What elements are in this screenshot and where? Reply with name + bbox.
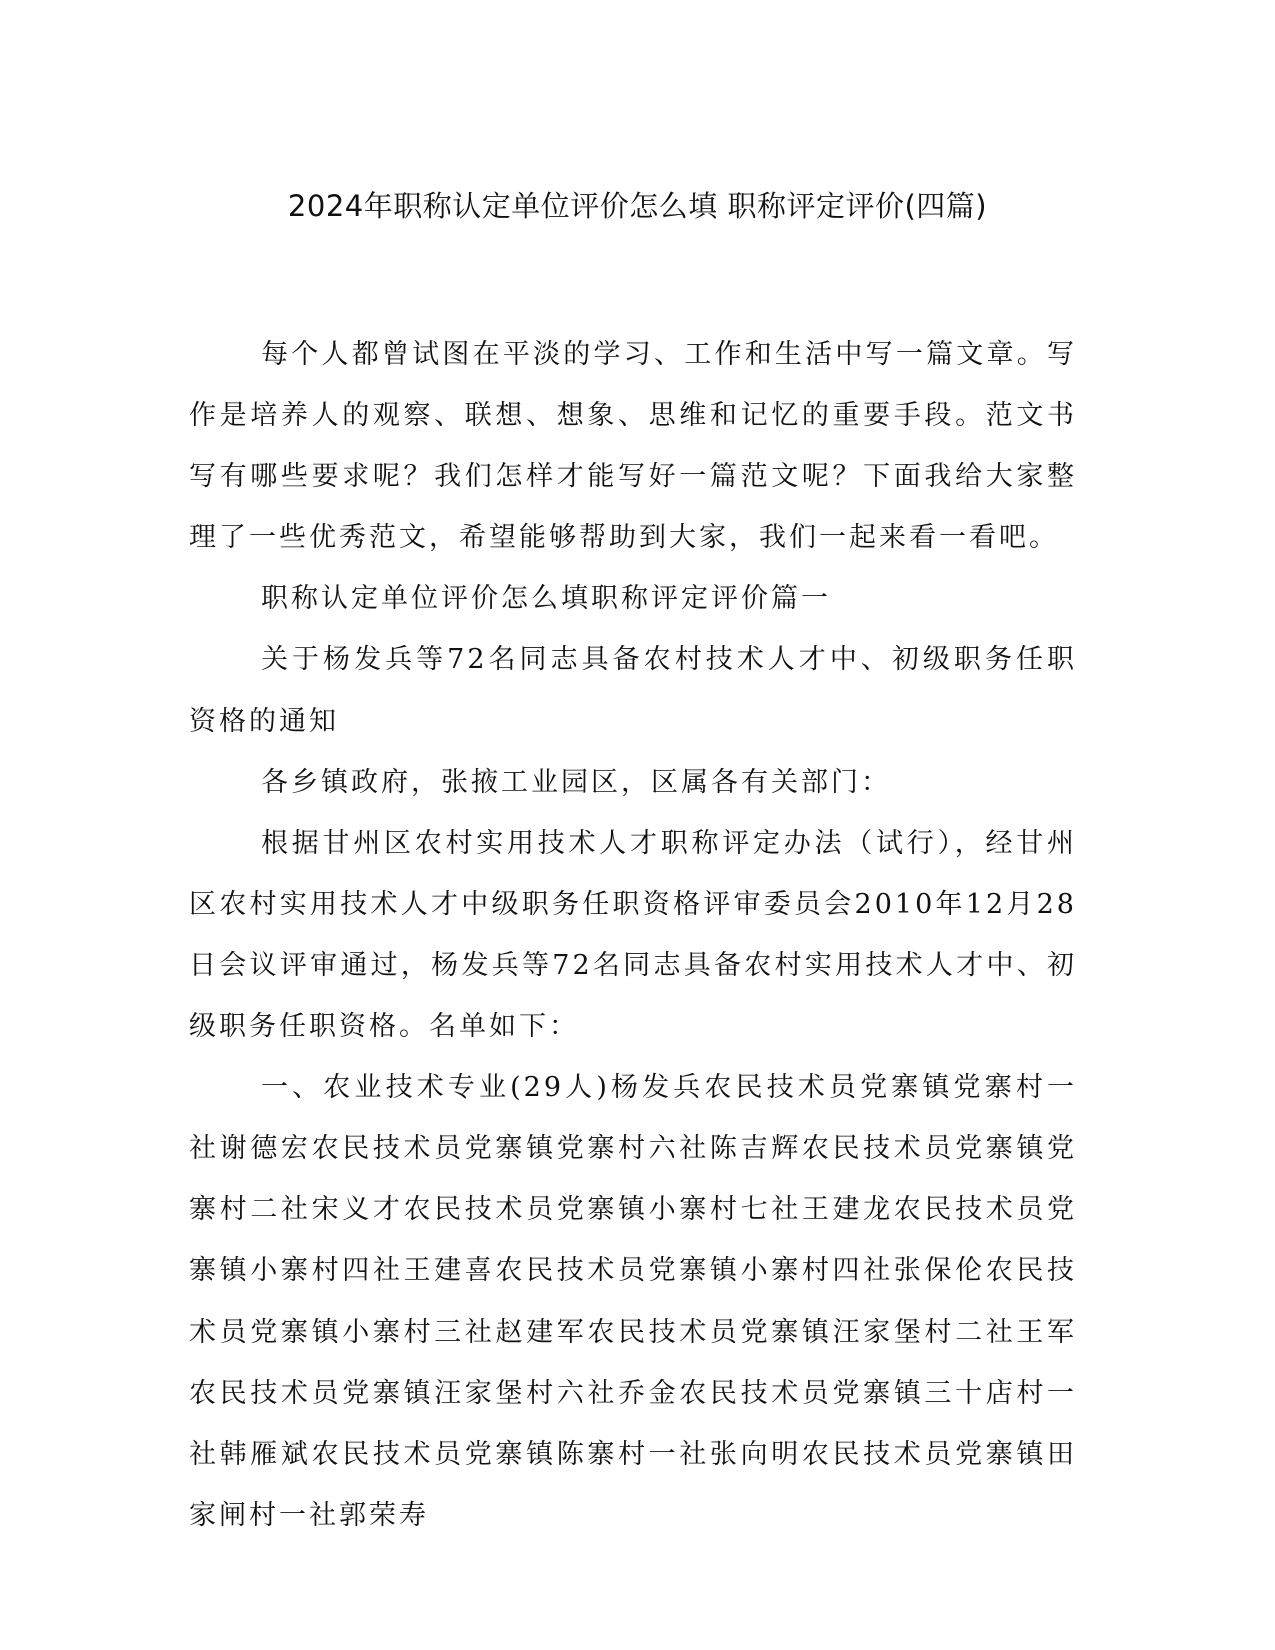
notice-title-paragraph: 关于杨发兵等72名同志具备农村技术人才中、初级职务任职资格的通知 (189, 644, 1077, 737)
intro-paragraph: 每个人都曾试图在平淡的学习、工作和生活中写一篇文章。写作是培养人的观察、联想、想象、思维和记忆的重要手段。范文书写有哪些要求呢？我们怎样才能写好一篇范文呢？下面我给大家整理了一些优秀范文，希望能够帮助到大家，我们一起来看一看吧。 (189, 339, 1077, 554)
name-list-paragraph: 一、农业技术专业(29人)杨发兵农民技术员党寨镇党寨村一社谢德宏农民技术员党寨镇党寨村六社陈吉辉农民技术员党寨镇党寨村二社宋义才农民技术员党寨镇小寨村七社王建龙农民技术员党寨镇小寨村四社王建喜农民技术员党寨镇小寨村四社张保伦农民技术员党寨镇小寨村三社赵建军农民技术员党寨镇汪家堡村二社王军农民技术员党寨镇汪家堡村六社乔金农民技术员党寨镇三十店村一社韩雁斌农民技术员党寨镇陈寨村一社张向明农民技术员党寨镇田家闸村一社郭荣寿 (189, 1072, 1077, 1531)
document-body (189, 324, 1077, 1546)
document-title: 2024年职称认定单位评价怎么填 职称评定评价(四篇) (287, 189, 988, 223)
addressee-paragraph: 各乡镇政府，张掖工业园区，区属各有关部门： (261, 766, 891, 798)
notice-body-paragraph: 根据甘州区农村实用技术人才职称评定办法（试行），经甘州区农村实用技术人才中级职务任职资格评审委员会2010年12月28日会议评审通过，杨发兵等72名同志具备农村实用技术人才中、初级职务任职资格。名单如下： (189, 827, 1077, 1043)
section-heading: 职称认定单位评价怎么填职称评定评价篇一 (261, 583, 831, 615)
